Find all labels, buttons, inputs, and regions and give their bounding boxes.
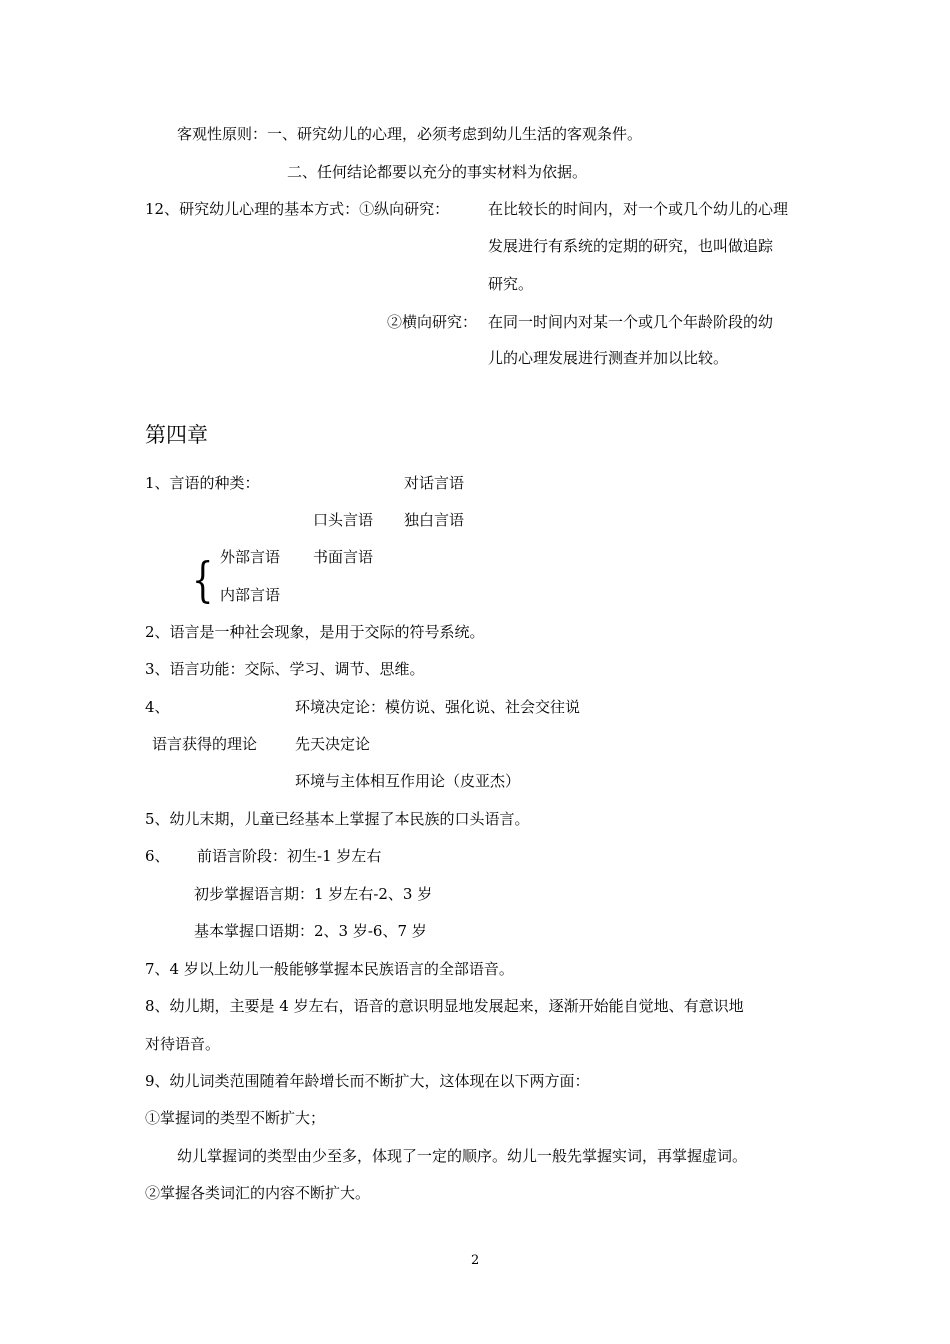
item-4-label: 4、 <box>145 698 170 716</box>
chapter-title: 第四章 <box>145 423 208 447</box>
item-9-point-1: ①掌握词的类型不断扩大； <box>145 1109 326 1127</box>
item-7: 7、4 岁以上幼儿一般能够掌握本民族语言的全部语音。 <box>145 960 514 978</box>
item-4-innate: 先天决定论 <box>295 735 371 753</box>
item-12-longitudinal-3: 研究。 <box>488 275 534 293</box>
item-1-label: 1、言语的种类： <box>145 474 260 492</box>
item-3: 3、语言功能：交际、学习、调节、思维。 <box>145 660 425 678</box>
item-2: 2、语言是一种社会现象，是用于交际的符号系统。 <box>145 623 485 641</box>
item-12-label: 12、研究幼儿心理的基本方式：①纵向研究： <box>145 200 450 218</box>
objective-principle-line-2: 二、任何结论都要以充分的事实材料为依据。 <box>287 163 588 181</box>
item-12-cross-1: 在同一时间内对某一个或几个年龄阶段的幼 <box>488 313 774 331</box>
speech-oral: 口头言语 <box>313 511 374 529</box>
objective-principle-line-1: 客观性原则：一、研究幼儿的心理，必须考虑到幼儿生活的客观条件。 <box>177 125 643 143</box>
item-12-longitudinal-1: 在比较长的时间内，对一个或几个幼儿的心理 <box>488 200 789 218</box>
item-6-label: 6、 <box>145 847 170 865</box>
brace-symbol: { <box>192 552 214 608</box>
speech-monologue: 独白言语 <box>404 511 465 529</box>
item-6-stage-1: 前语言阶段：初生-1 岁左右 <box>197 847 382 865</box>
item-9-point-1-detail: 幼儿掌握词的类型由少至多，体现了一定的顺序。幼儿一般先掌握实词，再掌握虚词。 <box>177 1147 748 1165</box>
item-12-longitudinal-2: 发展进行有系统的定期的研究，也叫做追踪 <box>488 237 774 255</box>
speech-dialogue: 对话言语 <box>404 474 465 492</box>
speech-written: 书面言语 <box>313 548 374 566</box>
speech-internal: 内部言语 <box>220 586 281 604</box>
item-8-line-1: 8、幼儿期，主要是 4 岁左右，语音的意识明显地发展起来，逐渐开始能自觉地、有意识地 <box>145 997 744 1015</box>
page-number: 2 <box>471 1253 480 1268</box>
item-4-interaction: 环境与主体相互作用论（皮亚杰） <box>295 772 521 790</box>
item-8-line-2: 对待语音。 <box>145 1035 221 1053</box>
speech-external: 外部言语 <box>220 548 281 566</box>
item-12-cross-label: ②横向研究： <box>387 313 478 331</box>
item-4-theory: 语言获得的理论 <box>152 735 258 753</box>
item-12-cross-2: 儿的心理发展进行测查并加以比较。 <box>488 349 729 367</box>
item-6-stage-2: 初步掌握语言期：1 岁左右-2、3 岁 <box>194 885 433 903</box>
item-9-point-2: ②掌握各类词汇的内容不断扩大。 <box>145 1184 371 1202</box>
item-4-environment: 环境决定论：模仿说、强化说、社会交往说 <box>295 698 581 716</box>
item-6-stage-3: 基本掌握口语期：2、3 岁-6、7 岁 <box>194 922 427 940</box>
item-5: 5、幼儿末期，儿童已经基本上掌握了本民族的口头语言。 <box>145 810 530 828</box>
item-9: 9、幼儿词类范围随着年龄增长而不断扩大，这体现在以下两方面： <box>145 1072 590 1090</box>
